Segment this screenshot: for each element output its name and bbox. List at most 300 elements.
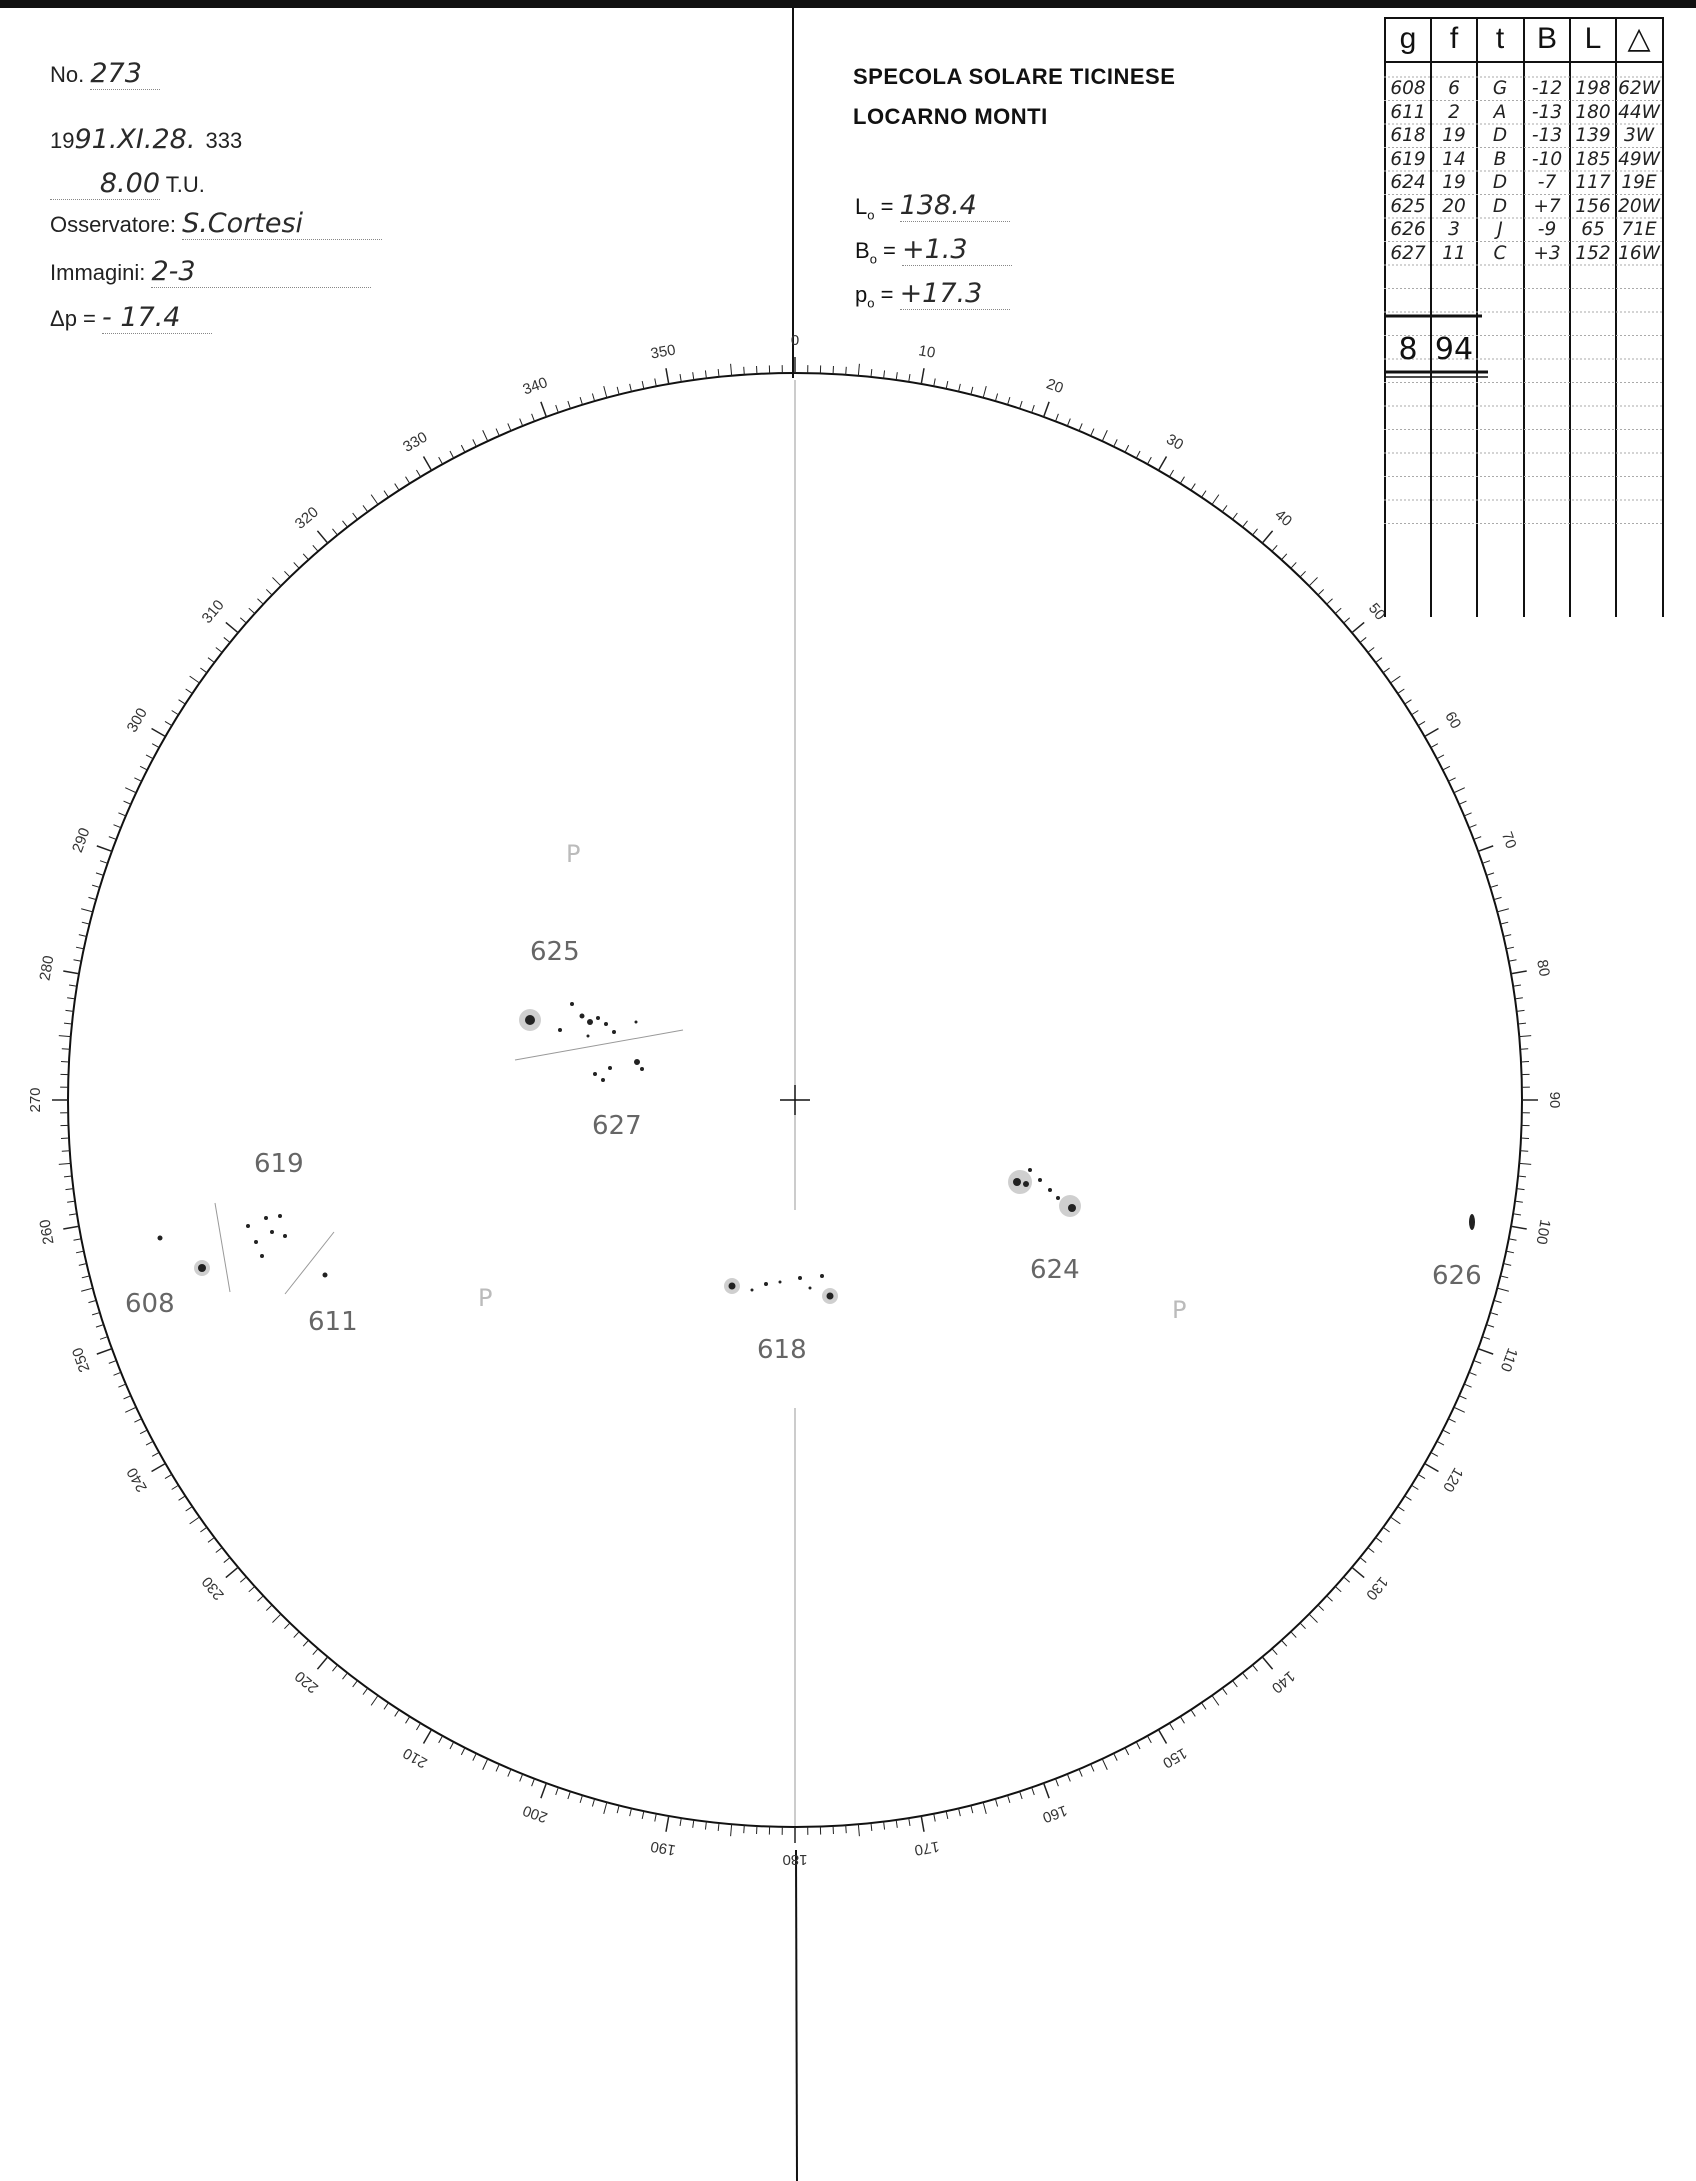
degree-tick [317, 1657, 327, 1669]
degree-tick [82, 922, 90, 924]
degree-tick [1398, 689, 1405, 693]
degree-tick [983, 1802, 986, 1814]
degree-tick [140, 1430, 147, 1434]
degree-tick [642, 1811, 644, 1819]
degree-tick [568, 1791, 570, 1799]
degree-tick [1474, 837, 1481, 840]
degree-tick [1486, 873, 1494, 875]
degree-tick [1368, 647, 1374, 652]
degree-tick [871, 1823, 872, 1831]
degree-tick [1032, 1787, 1035, 1795]
cell-latitude: +7 [1533, 195, 1561, 217]
delta-p-value: - 17.4 [102, 302, 212, 334]
degree-label: 270 [26, 1087, 44, 1113]
degree-tick [483, 430, 488, 441]
cell-distance: 20W [1618, 195, 1660, 217]
sunspot-group-625-627 [515, 1002, 683, 1082]
degree-tick [65, 1189, 73, 1190]
degree-tick [1517, 1189, 1525, 1190]
cell-type: A [1493, 101, 1507, 123]
degree-tick [240, 618, 246, 623]
degree-tick [190, 1517, 200, 1524]
degree-tick [896, 1820, 897, 1828]
degree-tick [858, 364, 859, 376]
degree-tick [655, 1814, 657, 1822]
cell-spots: 11 [1442, 242, 1466, 264]
degree-tick [617, 387, 619, 395]
degree-tick [140, 766, 147, 770]
degree-tick [1300, 1623, 1306, 1629]
degree-label: 340 [520, 374, 550, 399]
degree-tick [520, 419, 523, 426]
cell-group: 611 [1390, 101, 1426, 123]
degree-tick [1509, 960, 1517, 962]
cell-longitude: 198 [1575, 78, 1611, 99]
degree-tick [406, 477, 410, 484]
degree-tick [1478, 1349, 1493, 1354]
degree-tick [666, 368, 669, 384]
number-value: 273 [90, 58, 160, 90]
degree-tick [1180, 1717, 1184, 1724]
degree-tick [313, 1649, 318, 1655]
header-f: f [1449, 22, 1459, 55]
degree-tick [59, 1036, 71, 1037]
cell-spots: 14 [1442, 148, 1466, 170]
degree-tick [79, 935, 87, 937]
degree-tick [363, 505, 368, 511]
sunspot-group-619 [215, 1203, 334, 1294]
degree-label: 10 [917, 342, 937, 362]
degree-tick [1125, 1748, 1129, 1755]
group-label-626: 626 [1432, 1261, 1482, 1291]
degree-tick [257, 1596, 263, 1601]
degree-tick [1212, 495, 1219, 505]
degree-tick [353, 1681, 358, 1687]
degree-tick [580, 397, 582, 405]
degree-tick [1437, 755, 1444, 759]
degree-tick [884, 1822, 885, 1830]
cell-longitude: 180 [1575, 101, 1611, 123]
group-label-619: 619 [254, 1149, 304, 1179]
degree-tick [483, 1759, 488, 1770]
degree-tick [1376, 1538, 1382, 1543]
degree-tick [62, 1049, 70, 1050]
degree-tick [74, 960, 82, 962]
degree-tick [630, 384, 632, 392]
degree-tick [946, 381, 948, 389]
degree-tick [97, 846, 112, 851]
degree-tick [1459, 1396, 1466, 1399]
degree-tick [1233, 1681, 1238, 1687]
degree-tick [152, 1452, 159, 1456]
degree-label: 120 [1439, 1464, 1467, 1495]
degree-tick [82, 1276, 90, 1278]
degree-tick [363, 1688, 368, 1694]
degree-tick [284, 1623, 290, 1629]
degree-label: 80 [1533, 958, 1553, 978]
degree-tick [1020, 401, 1022, 409]
cell-spots: 2 [1448, 101, 1460, 123]
degree-tick [1464, 1384, 1471, 1387]
cell-longitude: 65 [1581, 219, 1605, 240]
degree-tick [1020, 1791, 1022, 1799]
degree-tick [680, 1818, 681, 1826]
degree-tick [971, 387, 973, 395]
degree-tick [532, 1779, 535, 1786]
degree-tick [1511, 971, 1527, 974]
degree-tick [249, 1586, 255, 1591]
degree-tick [1291, 1632, 1296, 1638]
degree-tick [88, 1300, 96, 1302]
cell-group: 627 [1390, 242, 1426, 264]
degree-label: 40 [1271, 506, 1296, 531]
degree-tick [1368, 1548, 1374, 1553]
degree-tick [1391, 1517, 1401, 1524]
degree-tick [1513, 1214, 1521, 1215]
degree-tick [96, 1325, 104, 1327]
degree-tick [1425, 729, 1439, 737]
header-l: L [1584, 22, 1602, 55]
degree-tick [508, 423, 511, 430]
degree-tick [1503, 1264, 1511, 1266]
degree-tick [1272, 1649, 1277, 1655]
sunspot-group-624 [1008, 1168, 1081, 1217]
degree-tick [541, 402, 546, 417]
sunspot-group-618 [724, 1274, 838, 1304]
degree-tick [556, 405, 559, 413]
degree-tick [1506, 947, 1514, 949]
header-t: t [1495, 22, 1505, 55]
degree-tick [1383, 668, 1389, 673]
delta-p-label: Δp = [50, 306, 96, 331]
degree-tick [1520, 1049, 1528, 1050]
degree-tick [1405, 1496, 1412, 1500]
header-b: B [1536, 22, 1557, 55]
degree-tick [592, 393, 594, 401]
degree-tick [1202, 1703, 1206, 1710]
degree-tick [959, 384, 961, 392]
degree-tick [1309, 577, 1317, 585]
degree-tick [186, 1507, 193, 1511]
degree-label: 50 [1364, 599, 1389, 624]
degree-tick [67, 998, 75, 999]
degree-tick [1169, 470, 1173, 477]
degree-tick [556, 1787, 559, 1795]
param-p0: $p_o = +17.3$ [855, 278, 1010, 310]
degree-label: 160 [1040, 1801, 1070, 1826]
degree-tick [946, 1811, 948, 1819]
degree-tick [284, 571, 290, 577]
degree-tick [1243, 1673, 1248, 1679]
total-spots: 94 [1434, 332, 1474, 367]
group-label-611: 611 [308, 1307, 358, 1337]
param-b0: $B_o = +1.3$ [855, 234, 1012, 266]
cell-latitude: -9 [1537, 219, 1557, 240]
degree-tick [76, 947, 84, 949]
degree-tick [1513, 985, 1521, 986]
day-number: 333 [205, 128, 243, 153]
degree-tick [226, 1567, 238, 1577]
param-p0-value: +17.3 [900, 278, 1010, 310]
cell-group: 626 [1390, 219, 1426, 240]
degree-tick [200, 1527, 206, 1532]
marker-p-right: P [1172, 1296, 1187, 1324]
degree-tick [1067, 1774, 1070, 1781]
degree-tick [1482, 1337, 1490, 1340]
cell-longitude: 156 [1575, 195, 1611, 217]
degree-tick [134, 1419, 141, 1423]
degree-tick [92, 885, 100, 887]
degree-tick [666, 1816, 669, 1832]
degree-tick [109, 837, 116, 840]
images-label: Immagini: [50, 260, 146, 285]
cell-longitude: 117 [1575, 172, 1611, 193]
degree-tick [114, 1372, 121, 1375]
degree-tick [461, 1748, 465, 1755]
degree-tick [592, 1799, 594, 1807]
degree-tick [909, 374, 910, 382]
degree-tick [124, 801, 131, 804]
degree-tick [1159, 457, 1167, 471]
cell-latitude: -10 [1531, 148, 1563, 170]
degree-tick [718, 1823, 719, 1831]
degree-tick [224, 1558, 230, 1563]
pole-marker: P [566, 840, 581, 868]
marker-p-left: P [478, 1284, 493, 1312]
degree-tick [1253, 529, 1258, 535]
degree-tick [1044, 1783, 1049, 1798]
degree-tick [520, 1774, 523, 1781]
degree-tick [1136, 1742, 1140, 1749]
degree-tick [1500, 1276, 1508, 1278]
degree-tick [1318, 1605, 1324, 1611]
degree-tick [124, 1396, 131, 1399]
cell-latitude: -13 [1531, 125, 1563, 146]
degree-tick [118, 813, 125, 816]
degree-tick [1469, 825, 1476, 828]
degree-tick [62, 1151, 70, 1152]
degree-tick [1459, 801, 1466, 804]
cell-spots: 19 [1442, 125, 1466, 146]
degree-tick [1008, 1795, 1010, 1803]
degree-tick [63, 1226, 79, 1229]
degree-label: 180 [782, 1851, 808, 1869]
degree-tick [1518, 1023, 1526, 1024]
degree-tick [109, 1361, 116, 1364]
degree-tick [216, 1548, 222, 1553]
degree-tick [461, 445, 465, 452]
degree-tick [496, 1764, 499, 1771]
degree-tick [1180, 477, 1184, 484]
degree-tick [1309, 1614, 1317, 1622]
cell-type: D [1492, 195, 1508, 217]
degree-tick [995, 1799, 997, 1807]
degree-label: 60 [1441, 708, 1465, 732]
degree-label: 330 [400, 428, 431, 456]
degree-tick [1482, 861, 1490, 864]
degree-tick [395, 1710, 399, 1717]
degree-tick [146, 755, 153, 759]
degree-tick [97, 1349, 112, 1354]
degree-tick [1222, 505, 1227, 511]
degree-tick [384, 491, 388, 498]
degree-tick [165, 721, 172, 725]
degree-tick [240, 1577, 246, 1582]
group-label-627: 627 [592, 1111, 642, 1141]
degree-tick [1520, 1151, 1528, 1152]
degree-tick [1506, 1251, 1514, 1253]
degree-tick [1515, 1201, 1523, 1202]
degree-tick [1469, 1372, 1476, 1375]
degree-tick [179, 700, 186, 704]
group-label-624: 624 [1030, 1255, 1080, 1285]
degree-tick [1281, 554, 1286, 560]
degree-tick [64, 1023, 72, 1024]
images-value: 2-3 [151, 256, 371, 288]
degree-tick [1517, 1010, 1525, 1011]
degree-tick [1243, 521, 1248, 527]
degree-tick [208, 658, 214, 663]
degree-tick [100, 1337, 108, 1340]
degree-tick [1291, 562, 1296, 568]
degree-tick [1056, 414, 1059, 421]
cell-group: 619 [1390, 148, 1426, 170]
degree-tick [424, 457, 432, 471]
degree-tick [416, 470, 420, 477]
degree-tick [1114, 439, 1118, 446]
degree-tick [342, 1673, 347, 1679]
degree-tick [858, 1824, 859, 1836]
degree-tick [332, 1665, 337, 1671]
degree-tick [76, 1251, 84, 1253]
degree-tick [1443, 1430, 1450, 1434]
degree-tick [473, 439, 477, 446]
degree-tick [1318, 589, 1324, 595]
degree-label: 90 [1546, 1091, 1564, 1109]
degree-tick [125, 788, 136, 793]
degree-tick [921, 368, 924, 384]
degree-tick [541, 1783, 546, 1798]
degree-tick [371, 1696, 378, 1706]
degree-label: 0 [790, 331, 800, 349]
degree-tick [568, 401, 570, 409]
header-g: g [1399, 22, 1417, 55]
degree-tick [63, 971, 79, 974]
degree-tick [172, 1485, 179, 1489]
degree-tick [1253, 1665, 1258, 1671]
degree-tick [1125, 445, 1129, 452]
cell-distance: 19E [1621, 172, 1657, 193]
param-l0: $L_o = 138.4$ [855, 190, 1010, 222]
degree-tick [1405, 700, 1412, 704]
degree-tick [693, 372, 694, 380]
degree-tick [1344, 1577, 1350, 1582]
cell-longitude: 139 [1575, 125, 1611, 146]
degree-tick [1431, 1452, 1438, 1456]
degree-tick [303, 554, 308, 560]
degree-tick [332, 529, 337, 535]
cell-longitude: 152 [1575, 242, 1611, 264]
degree-tick [92, 1313, 100, 1315]
degree-label: 230 [198, 1573, 228, 1604]
observer-label: Osservatore: [50, 212, 176, 237]
cell-group: 624 [1390, 172, 1426, 193]
degree-tick [1474, 1361, 1481, 1364]
observatory-location: LOCARNO MONTI [853, 104, 1048, 129]
degree-tick [1262, 1657, 1272, 1669]
degree-tick [617, 1805, 619, 1813]
degree-tick [884, 370, 885, 378]
degree-tick [69, 985, 77, 986]
degree-tick [152, 729, 166, 737]
degree-tick [371, 495, 378, 505]
degree-tick [630, 1808, 632, 1816]
degree-tick [294, 1632, 299, 1638]
degree-tick [731, 364, 732, 376]
degree-tick [1008, 397, 1010, 405]
cell-latitude: -12 [1531, 78, 1563, 99]
degree-tick [1376, 658, 1382, 663]
degree-label: 100 [1532, 1218, 1554, 1246]
cell-type: C [1493, 242, 1507, 264]
degree-tick [718, 369, 719, 377]
degree-label: 170 [913, 1837, 941, 1859]
cell-latitude: -7 [1537, 172, 1557, 193]
degree-tick [1437, 1441, 1444, 1445]
cell-type: D [1492, 125, 1508, 146]
degree-tick [1344, 618, 1350, 623]
param-b0-value: +1.3 [902, 234, 1012, 266]
degree-tick [1497, 1288, 1509, 1291]
date-value: 91.XI.28. [74, 124, 196, 155]
degree-tick [249, 608, 255, 613]
degree-tick [934, 379, 936, 387]
degree-tick [439, 457, 443, 464]
param-l0-value: 138.4 [900, 190, 1010, 222]
degree-label: 290 [69, 825, 94, 855]
degree-tick [921, 1816, 924, 1832]
degree-label: 200 [520, 1801, 550, 1826]
cell-type: D [1492, 172, 1508, 193]
degree-tick [172, 711, 179, 715]
cell-distance: 62W [1618, 78, 1660, 99]
degree-tick [1478, 846, 1493, 851]
degree-tick [995, 393, 997, 401]
degree-tick [125, 1407, 136, 1412]
degree-tick [69, 1214, 77, 1215]
degree-label: 320 [291, 503, 322, 533]
degree-tick [224, 637, 230, 642]
degree-tick [1300, 571, 1306, 577]
degree-tick [580, 1795, 582, 1803]
cell-distance: 44W [1618, 101, 1660, 123]
degree-tick [134, 778, 141, 782]
degree-tick [1169, 1723, 1173, 1730]
time-unit: T.U. [165, 172, 205, 197]
degree-tick [473, 1753, 477, 1760]
bottom-axis-line [796, 1850, 797, 2181]
group-label-608: 608 [125, 1289, 175, 1319]
degree-tick [1352, 622, 1364, 632]
observatory-name: SPECOLA SOLARE TICINESE [853, 64, 1176, 89]
degree-tick [303, 1640, 308, 1646]
degree-tick [384, 1703, 388, 1710]
degree-tick [1425, 1464, 1439, 1472]
degree-label: 300 [123, 705, 151, 736]
cell-distance: 71E [1621, 219, 1657, 240]
degree-label: 70 [1497, 829, 1520, 851]
degree-tick [74, 1239, 82, 1241]
